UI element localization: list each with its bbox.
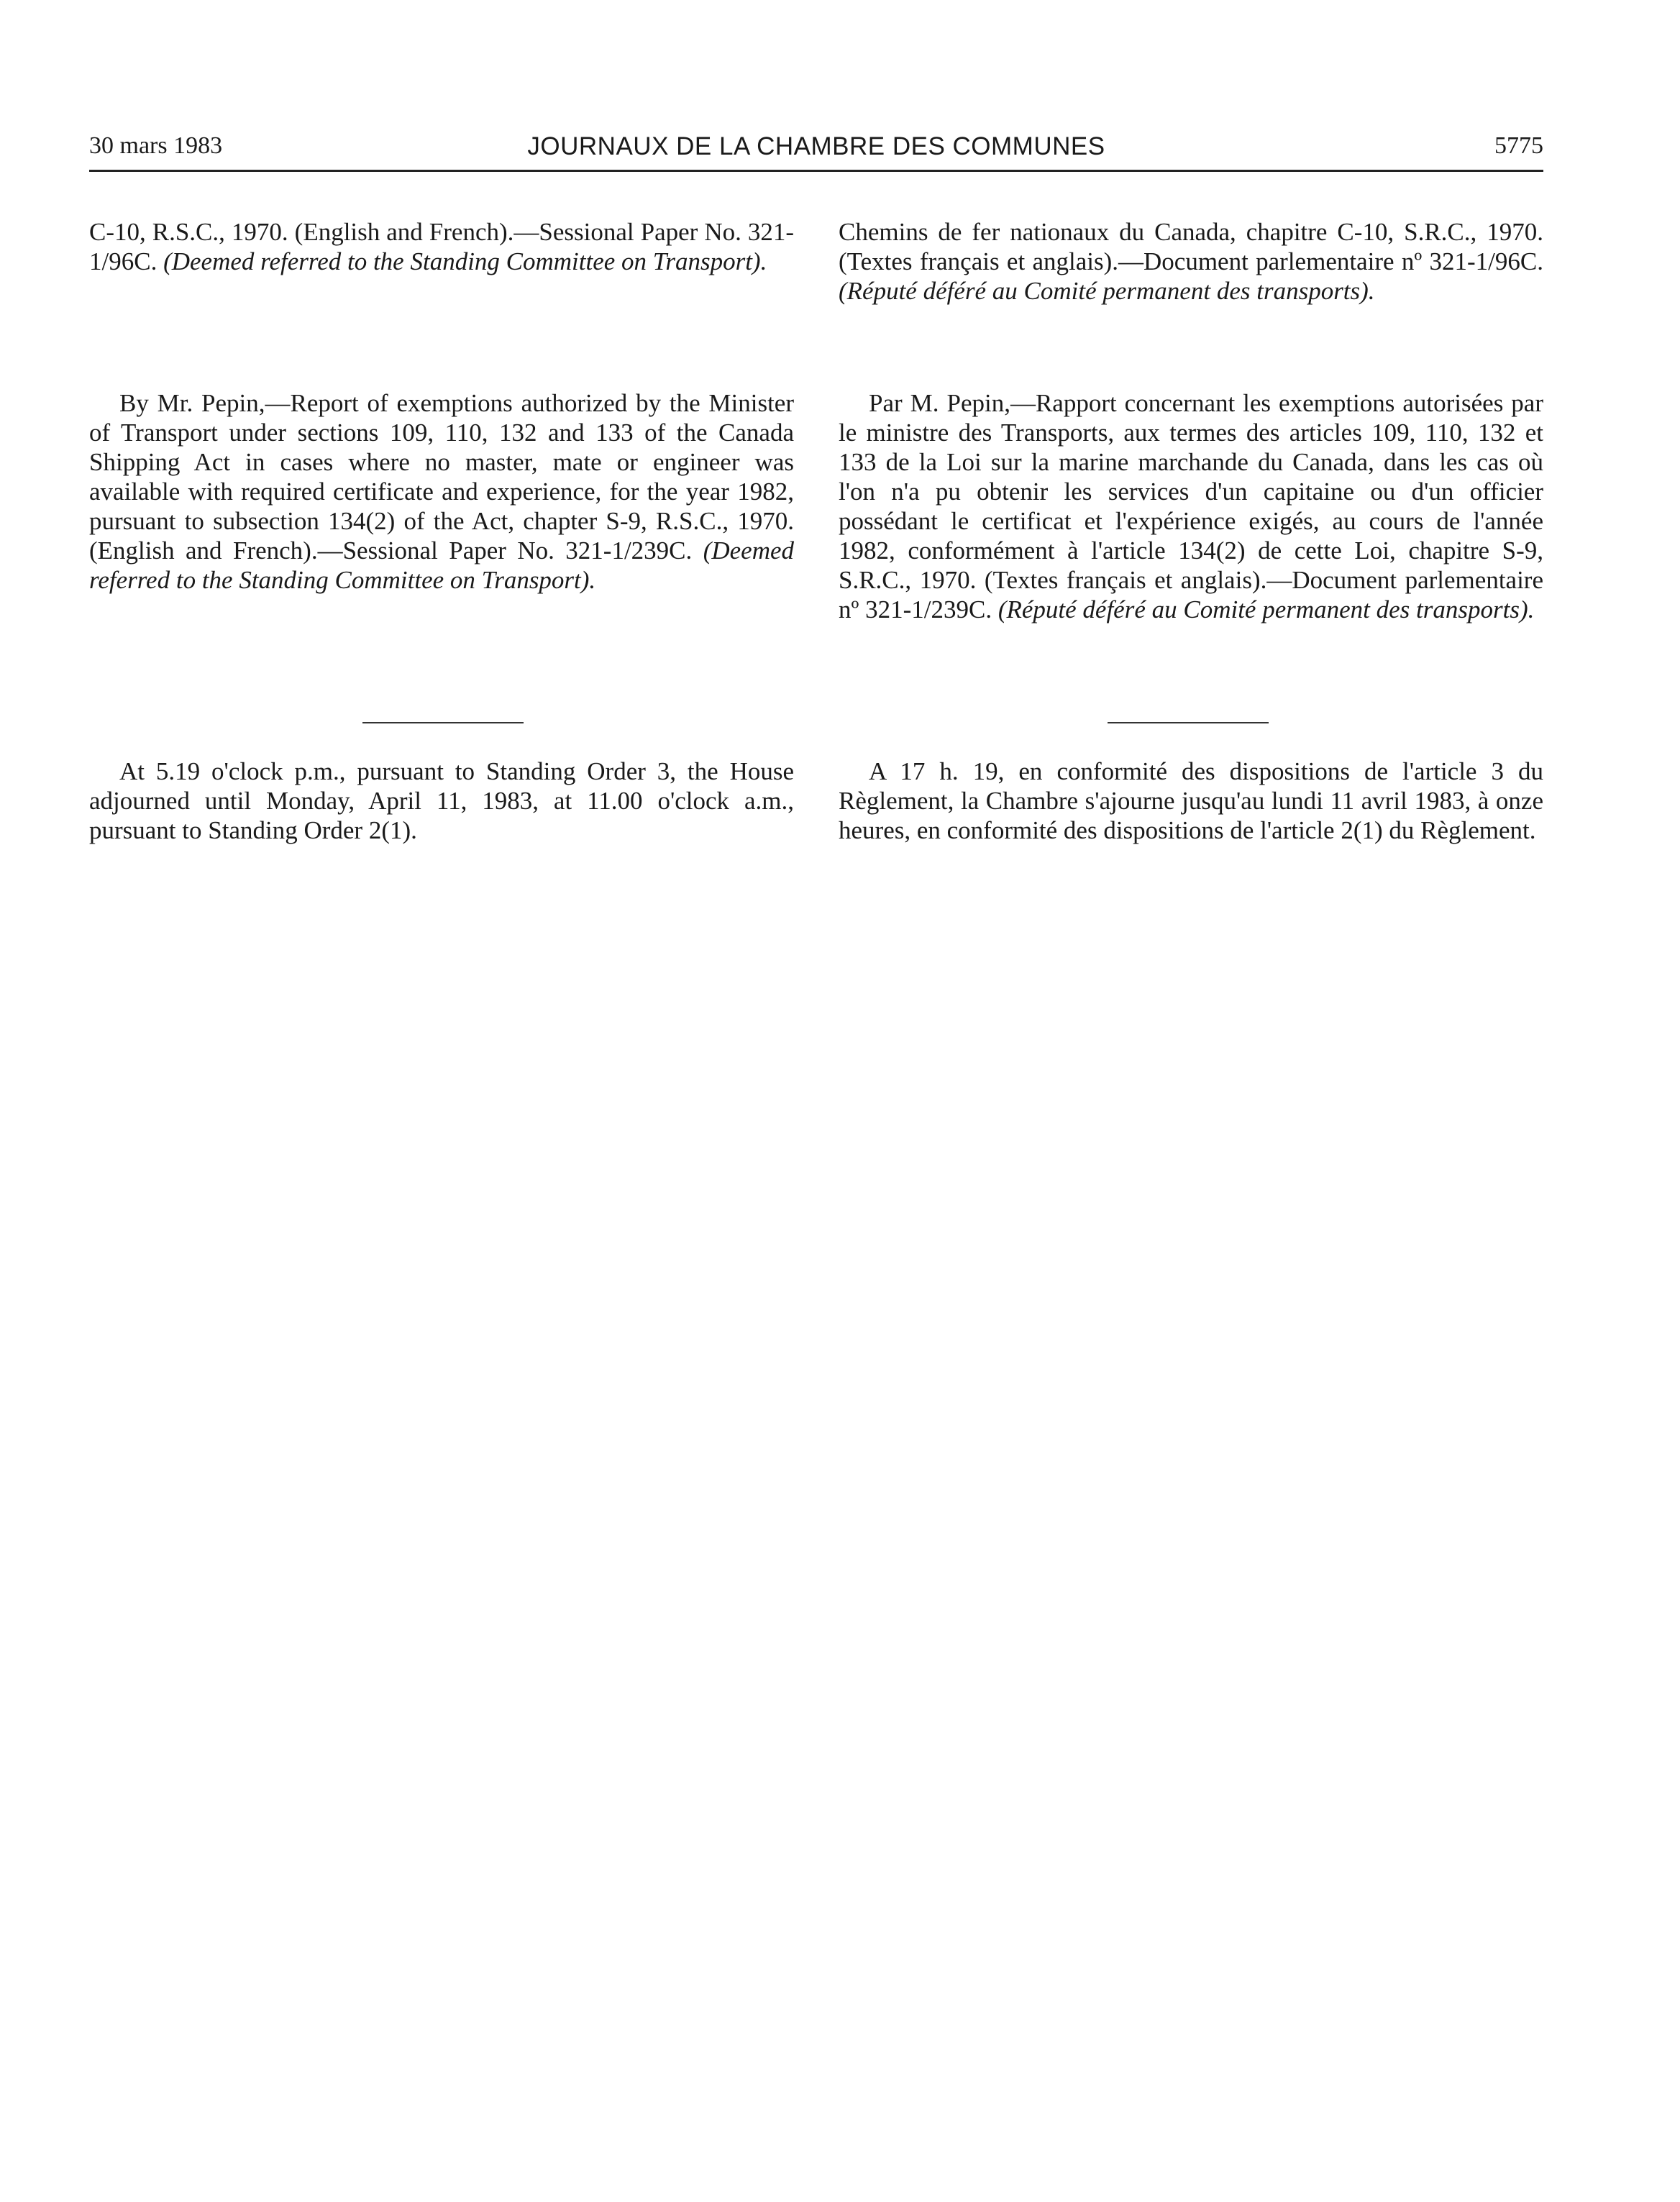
french-continuation-referral: (Réputé déféré au Comité permanent des transports). [839,277,1375,305]
english-pepin-paragraph [89,388,794,595]
page-number: 5775 [1494,132,1543,159]
english-adjournment-paragraph [89,757,794,845]
page-header [89,129,1543,172]
header-date: 30 mars 1983 [89,132,223,159]
french-continuation-paragraph [839,217,1543,306]
french-pepin-paragraph [839,388,1543,624]
french-section-separator [1108,722,1269,723]
french-pepin-referral: (Réputé déféré au Comité permanent des transports). [998,595,1535,623]
header-title: JOURNAUX DE LA CHAMBRE DES COMMUNES [527,132,1105,160]
english-continuation-paragraph [89,217,794,276]
english-adjournment-text: At 5.19 o'clock p.m., pursuant to Standing Order 3, the House adjourned until Monday, April 11, 1983, at 11.00 o'clock a.m., pursuant to Standing Order 2(1). [89,757,794,844]
english-continuation-referral: (Deemed referred to the Standing Committee on Transport). [163,247,767,275]
french-continuation-text: Chemins de fer nationaux du Canada, chapitre C-10, S.R.C., 1970. (Textes français et anglais).—Document parlementaire nº 321-1/96C. [839,218,1543,275]
french-adjournment-paragraph [839,757,1543,845]
english-pepin-referral: (Deemed referred to the Standing Committee on Transport). [89,536,794,594]
french-adjournment-text: A 17 h. 19, en conformité des dispositions de l'article 3 du Règlement, la Chambre s'ajourne jusqu'au lundi 11 avril 1983, à onze heures, en conformité des dispositions de l'article 2(1) du Règlement. [839,757,1543,844]
english-section-separator [362,722,524,723]
english-pepin-text: By Mr. Pepin,—Report of exemptions authorized by the Minister of Transport under sections 109, 110, 132 and 133 of the Canada Shipping Act in cases where no master, mate or engineer was available with required certificate and experience, for the year 1982, pursuant to subsection 134(2) of the Act, chapter S-9, R.S.C., 1970. (English and French).—Sessional Paper No. 321-1/239C. [89,389,794,565]
english-continuation-text: C-10, R.S.C., 1970. (English and French).—Sessional Paper No. 321-1/96C. [89,218,794,275]
french-pepin-text: Par M. Pepin,—Rapport concernant les exemptions autorisées par le ministre des Transports, aux termes des articles 109, 110, 132 et 133 de la Loi sur la marine marchande du Canada, dans les cas où l'on n'a pu obtenir les services d'un capitaine ou d'un officier possédant le certificat et l'expérience exigés, au cours de l'année 1982, conformément à l'article 134(2) de cette Loi, chapitre S-9, S.R.C., 1970. (Textes français et anglais).—Document parlementaire nº 321-1/239C. [839,389,1543,623]
